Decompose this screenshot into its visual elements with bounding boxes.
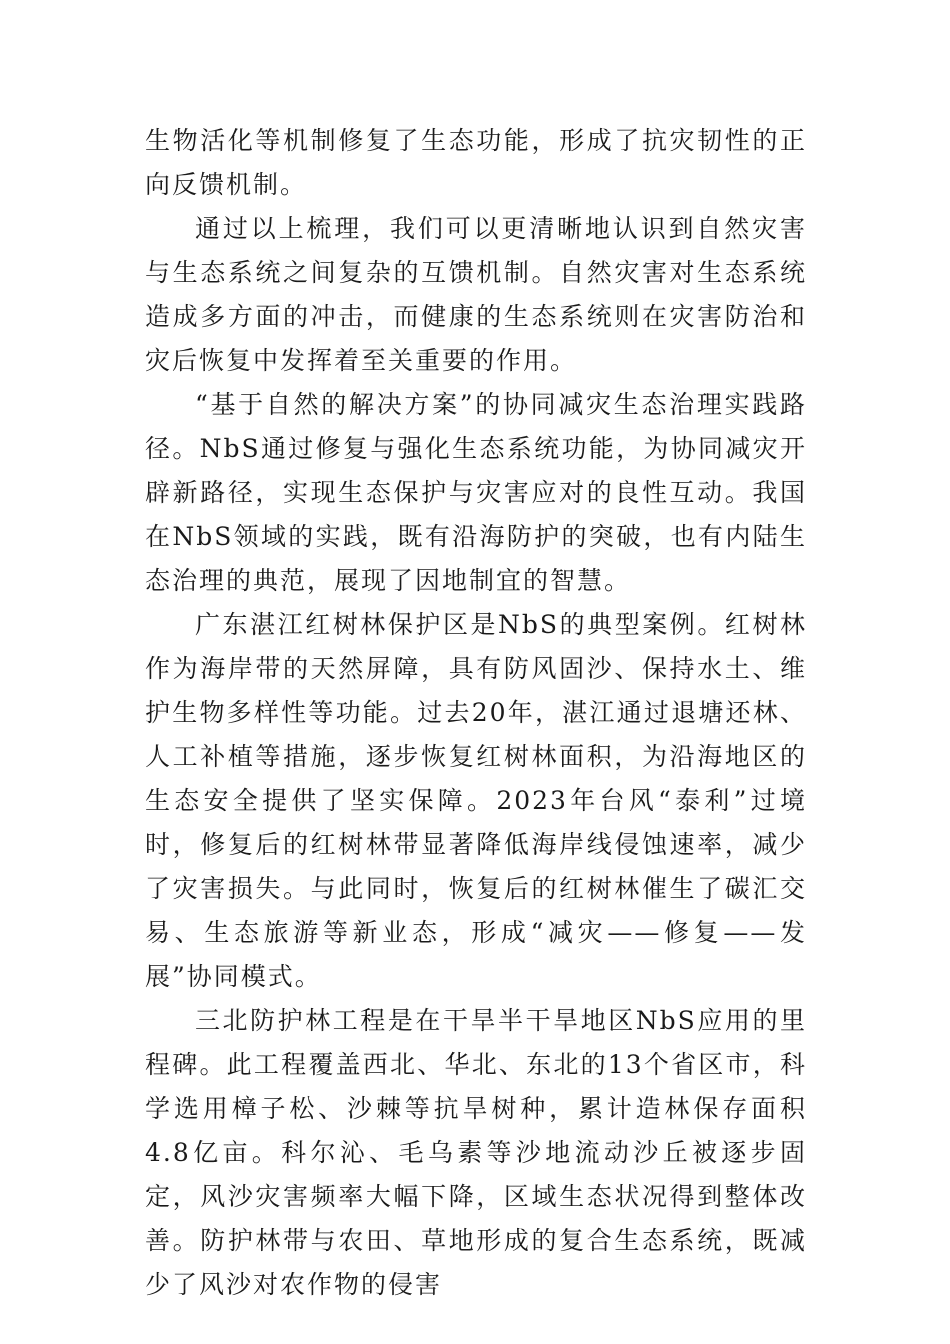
paragraph-three-north-case: 三北防护林工程是在干旱半干旱地区NbS应用的里程碑。此工程覆盖西北、华北、东北的13个省区市，科学选用樟子松、沙棘等抗旱树种，累计造林保存面积4.8亿亩。科尔沁、毛乌素等沙地流动沙丘被逐步固定，风沙灾害频率大幅下降，区域生态状况得到整体改善。防护林带与农田、草地形成的复合生态系统，既减少了风沙对农作物的侵害 xyxy=(145,1006,807,1299)
body-text xyxy=(145,119,807,1307)
paragraph-mangrove-case: 广东湛江红树林保护区是NbS的典型案例。红树林作为海岸带的天然屏障，具有防风固沙、保持水土、维护生物多样性等功能。过去20年，湛江通过退塘还林、人工补植等措施，逐步恢复红树林面积，为沿海地区的生态安全提供了坚实保障。2023年台风“泰利”过境时，修复后的红树林带显著降低海岸线侵蚀速率，减少了灾害损失。与此同时，恢复后的红树林催生了碳汇交易、生态旅游等新业态，形成“减灾——修复——发展”协同模式。 xyxy=(145,610,807,991)
paragraph-summary: 通过以上梳理，我们可以更清晰地认识到自然灾害与生态系统之间复杂的互馈机制。自然灾害对生态系统造成多方面的冲击，而健康的生态系统则在灾害防治和灾后恢复中发挥着至关重要的作用。 xyxy=(145,214,807,375)
paragraph-continuation: 生物活化等机制修复了生态功能，形成了抗灾韧性的正向反馈机制。 xyxy=(145,126,807,199)
paragraph-nbs-intro: “基于自然的解决方案”的协同减灾生态治理实践路径。NbS通过修复与强化生态系统功能，为协同减灾开辟新路径，实现生态保护与灾害应对的良性互动。我国在NbS领域的实践，既有沿海防护的突破，也有内陆生态治理的典范，展现了因地制宜的智慧。 xyxy=(145,390,807,595)
